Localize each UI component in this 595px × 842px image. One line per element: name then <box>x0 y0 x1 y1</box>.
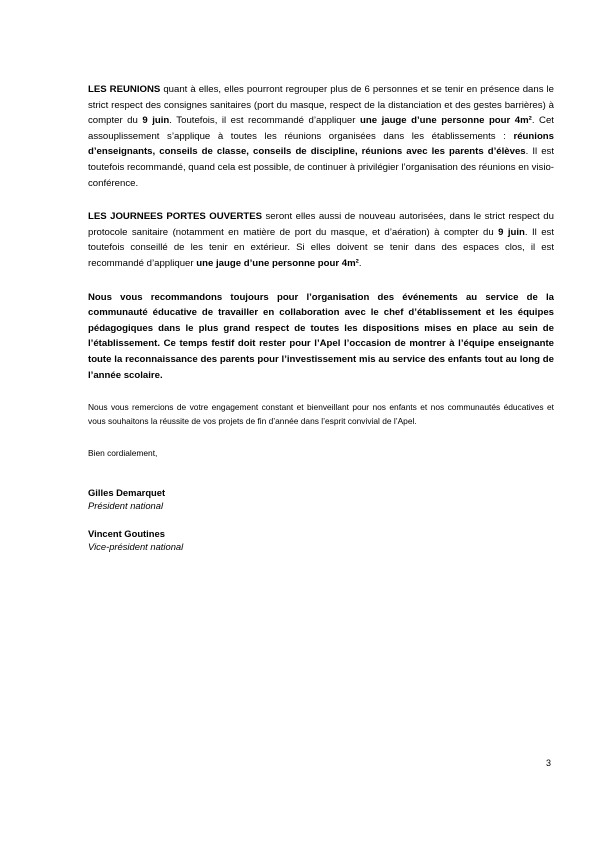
document-body <box>88 82 554 568</box>
text-segment: . Toutefois, il est recommandé d’appliquer <box>169 115 360 127</box>
signatory-title: Président national <box>88 500 164 512</box>
text-segment: quant à elles, elles pourront regrouper plus de 6 personnes et se tenir en présence dans le strict respect des consignes sanitaires (port du masque, respect de la distanciation et des gestes barrières) à compter du <box>88 84 554 127</box>
signature-block-president <box>88 486 554 513</box>
capacity-highlight: une jauge d’une personne pour 4m² <box>196 257 359 269</box>
paragraph-recommandation: Nous vous recommandons toujours pour l’organisation des événements au service de la communauté éducative de travailler en collaboration avec le chef d’établissement et les équipes pédagogiques dans le plus grand respect de toutes les dispositions mises en place au sein de l’établissement. Ce temps festif doit rester pour l’Apel l’occasion de montrer à l’équipe enseignante toute la reconnaissance des parents pour l’investissement mis au service des enfants tout au long de l’année scolaire. <box>88 291 554 381</box>
text-segment: . <box>358 257 362 269</box>
paragraph-portes-ouvertes <box>88 209 554 271</box>
date-highlight: 9 juin <box>142 115 170 127</box>
capacity-highlight: une jauge d’une personne pour 4m² <box>359 115 532 127</box>
heading-reunions: LES REUNIONS <box>88 84 161 95</box>
closing-greeting: Bien cordialement, <box>88 447 158 458</box>
text-segment: . Il est toutefois recommandé, quand cela est possible, de continuer à privilégier l’organisation des réunions en visio-conférence. <box>88 146 554 189</box>
paragraph-reunions <box>88 82 554 191</box>
page-number: 3 <box>546 758 552 768</box>
signatory-name: Vincent Goutines <box>88 527 165 539</box>
meeting-types-highlight: réunions d’enseignants, conseils de classe, conseils de discipline, réunions avec les parents d’élèves <box>88 130 554 158</box>
signature-block-vice-president <box>88 527 554 554</box>
text-segment: seront elles aussi de nouveau autorisées, dans le strict respect du protocole sanitaire (notamment en matière de port du masque, et d’aération) à compter du <box>88 211 554 238</box>
text-segment: . Il est toutefois conseillé de les tenir en extérieur. Si elles doivent se tenir dans des espaces clos, il est recommandé d’appliquer <box>88 226 555 269</box>
date-highlight: 9 juin <box>498 226 525 238</box>
signatory-title: Vice-président national <box>88 541 184 553</box>
heading-portes-ouvertes: LES JOURNEES PORTES OUVERTES <box>88 211 263 223</box>
text-segment: . Cet assouplissement s’applique à toutes les réunions organisées dans les établissements : <box>88 115 554 142</box>
signatory-name: Gilles Demarquet <box>88 486 166 498</box>
paragraph-remerciements: Nous vous remercions de votre engagement constant et bienveillant pour nos enfants et nos communautés éducatives et vous souhaitons la réussite de vos projets de fin d’année dans l’esprit convivial de l’Apel. <box>88 402 554 426</box>
